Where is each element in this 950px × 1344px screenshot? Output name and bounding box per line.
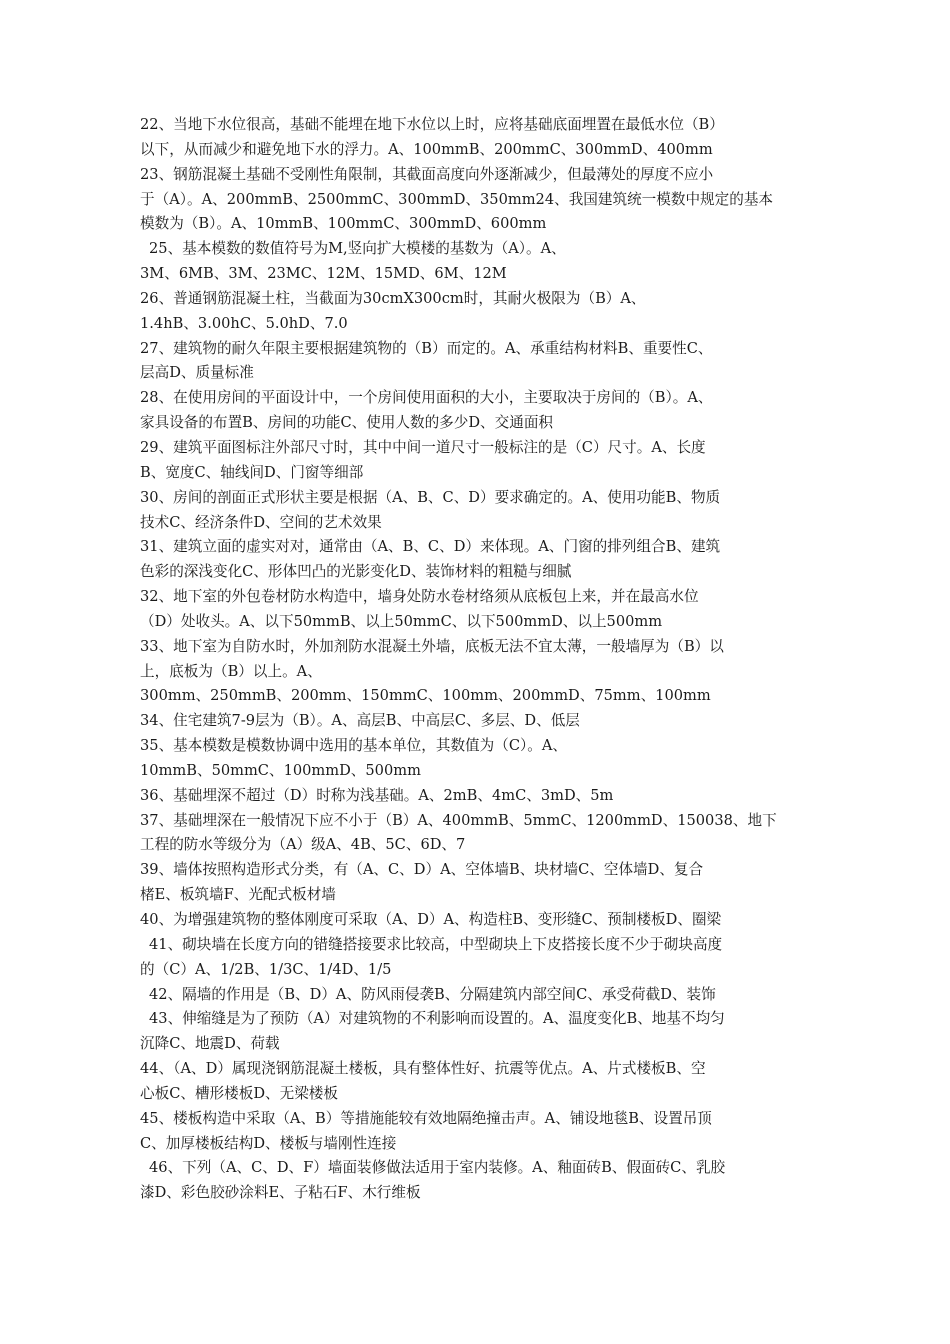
text-line: 漆D、彩色胶砂涂料E、子粘石F、木行维板 <box>140 1184 421 1202</box>
text-line: 32、地下室的外包卷材防水构造中，墙身处防水卷材络须从底板包上来，并在最高水位 <box>140 588 699 606</box>
text-line: 10mmB、50mmC、100mmD、500mm <box>140 761 421 779</box>
text-line: 25、基本模数的数值符号为M,竖向扩大模楼的基数为（A）。A、 <box>149 240 566 258</box>
text-line: 家具设备的布置B、房间的功能C、使用人数的多少D、交通面积 <box>140 414 554 432</box>
text-line: 30、房间的剖面正式形状主要是根据（A、B、C、D）要求确定的。A、使用功能B、物质 <box>140 488 721 506</box>
text-line: 27、建筑物的耐久年限主要根据建筑物的（B）而定的。A、承重结构材料B、重要性C、 <box>140 339 713 357</box>
text-line: 33、地下室为自防水时，外加剂防水混凝土外墙，底板无法不宜太薄，一般墙厚为（B）以 <box>140 637 724 655</box>
text-line: 28、在使用房间的平面设计中，一个房间使用面积的大小，主要取决于房间的（B）。A、 <box>140 389 713 407</box>
text-line: 39、墙体按照构造形式分类，有（A、C、D）A、空体墙B、块材墙C、空体墙D、复合 <box>140 861 704 879</box>
text-line: 31、建筑立面的虚实对对，通常由（A、B、C、D）来体现。A、门窗的排列组合B、建筑 <box>140 538 721 556</box>
text-line: 22、当地下水位很高，基础不能埋在地下水位以上时，应将基础底面埋置在最低水位（B） <box>140 116 724 133</box>
text-line: 29、建筑平面图标注外部尺寸时，其中中间一道尺寸一般标注的是（C）尺寸。A、长度 <box>140 438 706 456</box>
text-line: 技术C、经济条件D、空间的艺术效果 <box>140 513 382 531</box>
text-line: 心板C、槽形楼板D、无梁楼板 <box>140 1084 338 1102</box>
text-line: 34、住宅建筑7-9层为（B）。A、高层B、中高层C、多层、D、低层 <box>140 712 580 730</box>
text-line: 色彩的深浅变化C、形体凹凸的光影变化D、装饰材料的粗糙与细腻 <box>140 563 572 581</box>
text-line: 35、基本模数是模数协调中选用的基本单位，其数值为（C）。A、 <box>140 737 568 755</box>
document-body <box>140 113 820 1206</box>
text-line: B、宽度C、轴线间D、门窗等细部 <box>140 463 364 481</box>
text-line: 工程的防水等级分为（A）级A、4B、5C、6D、7 <box>140 836 466 854</box>
text-line: 的（C）A、1/2B、1/3C、1/4D、1/5 <box>140 960 392 978</box>
text-line: 43、伸缩缝是为了预防（A）对建筑物的不利影响而设置的。A、温度变化B、地基不均匀 <box>149 1010 725 1028</box>
text-line: 42、隔墙的作用是（B、D）A、防风雨侵袭B、分隔建筑内部空间C、承受荷截D、装饰 <box>149 985 716 1003</box>
text-line: 300mm、250mmB、200mm、150mmC、100mm、200mmD、75mm、100mm <box>140 687 711 705</box>
text-line: 1.4hB、3.00hC、5.0hD、7.0 <box>140 314 348 332</box>
text-line: 37、基础埋深在一般情况下应不小于（B）A、400mmB、5mmC、1200mmD、150038、地下 <box>140 811 777 829</box>
text-line: 沉降C、地震D、荷载 <box>140 1035 280 1053</box>
text-line: 44、（A、D）属现浇钢筋混凝土楼板，具有整体性好、抗震等优点。A、片式楼板B、空 <box>140 1060 706 1078</box>
text-line: 于（A）。A、200mmB、2500mmC、300mmD、350mm24、我国建筑统一模数中规定的基本 <box>140 190 774 208</box>
text-line: 23、钢筋混凝土基础不受刚性角限制，其截面高度向外逐渐减少，但最薄处的厚度不应小 <box>140 165 714 183</box>
text-line: 41、砌块墙在长度方向的错缝搭接要求比较高，中型砌块上下皮搭接长度不少于砌块高度 <box>149 935 723 953</box>
text-line: 楮E、板筑墙F、光配式板材墙 <box>140 886 336 904</box>
text-line: 上，底板为（B）以上。A、 <box>140 662 322 680</box>
text-line: （D）处收头。A、以下50mmB、以上50mmC、以下500mmD、以上500mm <box>140 612 663 630</box>
text-line: 以下，从而减少和避免地下水的浮力。A、100mmB、200mmC、300mmD、400mm <box>140 140 713 158</box>
text-line: 26、普通钢筋混凝土柱，当截面为30cmX300cm时，其耐火极限为（B）A、 <box>140 289 646 307</box>
text-line: 36、基础埋深不超过（D）时称为浅基础。A、2mB、4mC、3mD、5m <box>140 786 614 804</box>
text-line: 46、下列（A、C、D、F）墙面装修做法适用于室内装修。A、釉面砖B、假面砖C、乳胶 <box>149 1159 726 1177</box>
text-line: 层高D、质量标准 <box>140 364 254 382</box>
text-line: 40、为增强建筑物的整体刚度可采取（A、D）A、构造柱B、变形缝C、预制楼板D、圈梁 <box>140 911 722 928</box>
text-line: 模数为（B）。A、10mmB、100mmC、300mmD、600mm <box>140 215 547 233</box>
text-line: 45、楼板构造中采取（A、B）等措施能较有效地隔绝撞击声。A、铺设地毯B、设置吊顶 <box>140 1109 712 1127</box>
text-line: C、加厚楼板结构D、楼板与墙刚性连接 <box>140 1134 397 1152</box>
text-line: 3M、6MB、3M、23MC、12M、15MD、6M、12M <box>140 265 507 283</box>
